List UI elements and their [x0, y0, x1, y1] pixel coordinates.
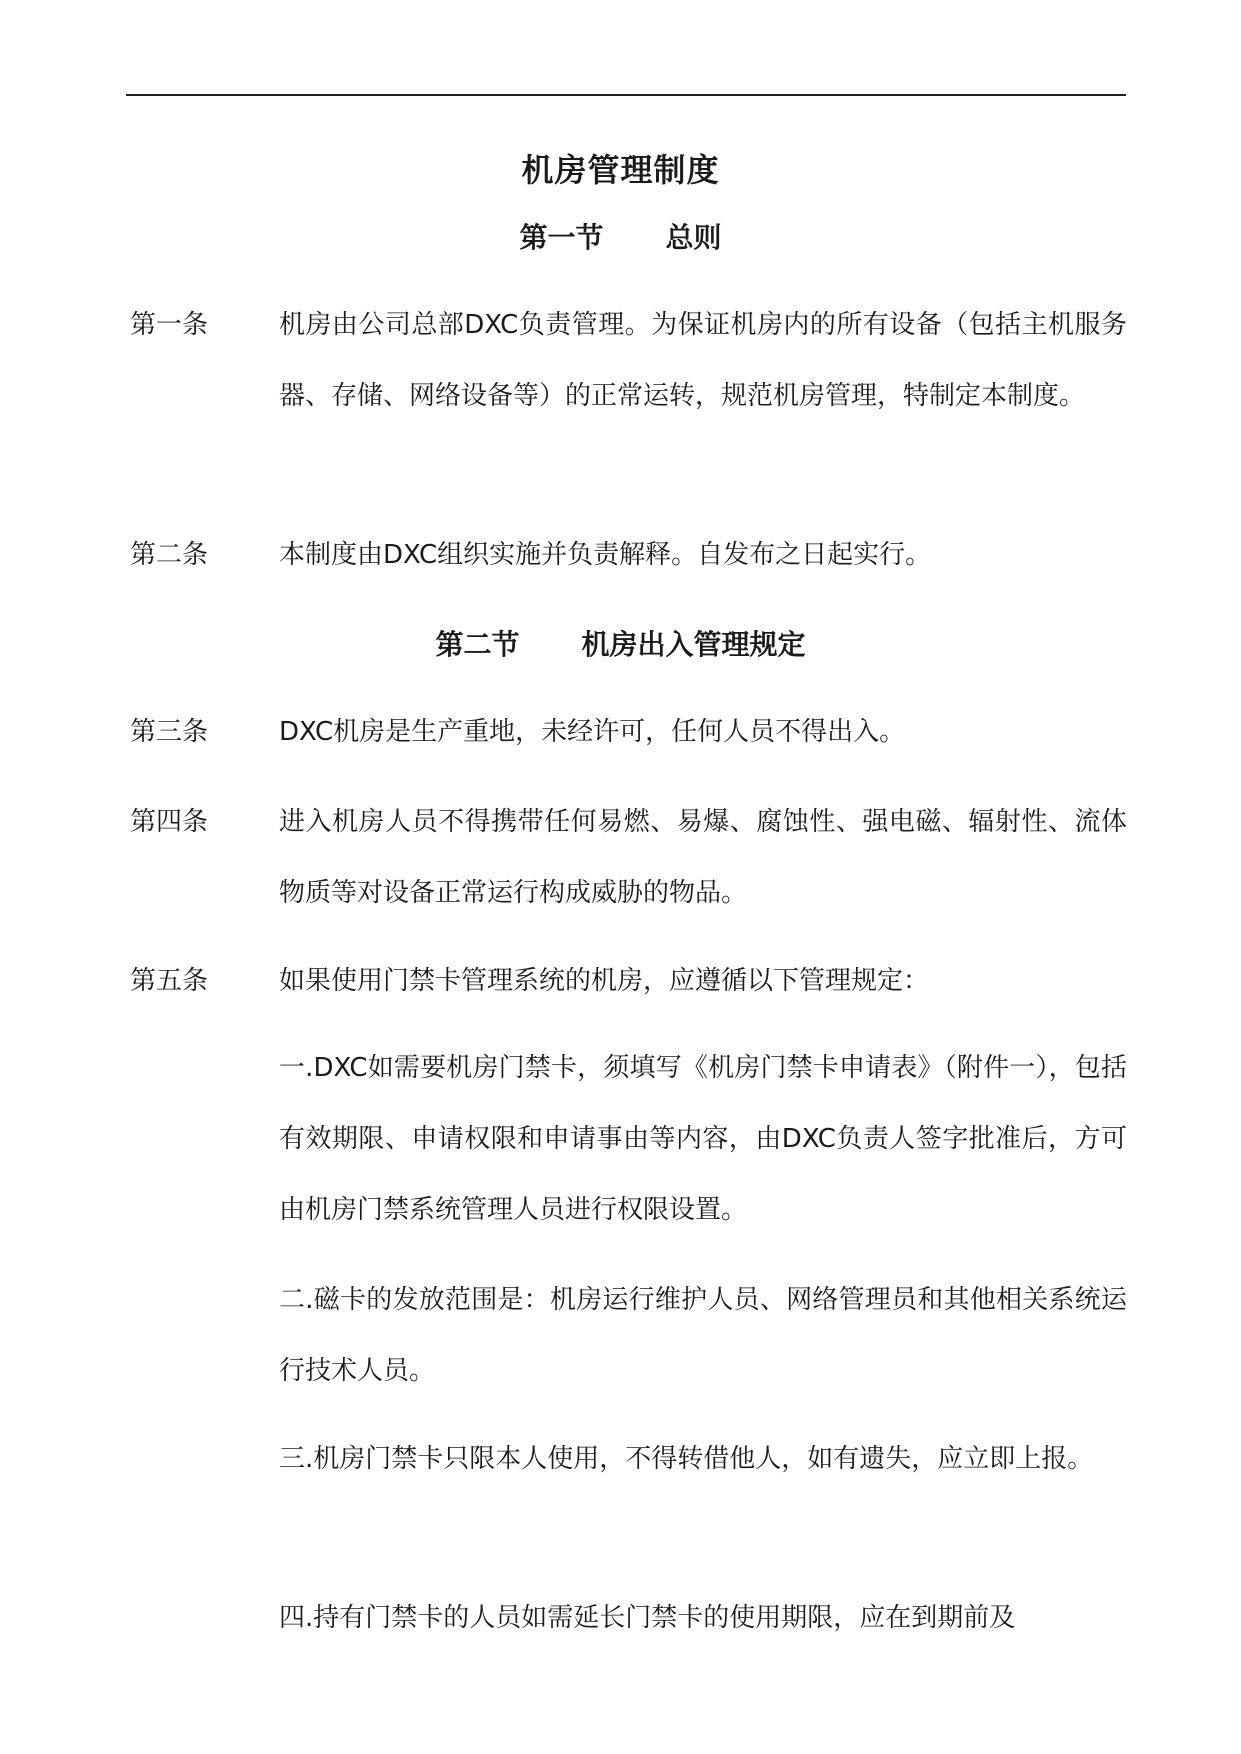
article-label-5: 第五条 [130, 966, 209, 996]
article5-item-2: 二.磁卡的发放范围是：机房运行维护人员、网络管理员和其他相关系统运行技术人员。 [279, 1285, 1127, 1386]
section-name: 总则 [665, 221, 722, 254]
article-label-2: 第二条 [130, 540, 209, 570]
article-text-5: 如果使用门禁卡管理系统的机房，应遵循以下管理规定： [279, 966, 930, 996]
article-text-3: DXC机房是生产重地，未经许可，任何人员不得出入。 [279, 717, 906, 747]
article-text-4: 进入机房人员不得携带任何易燃、易爆、腐蚀性、强电磁、辐射性、流体物质等对设备正常运行构成威胁的物品。 [279, 807, 1127, 908]
article5-item-4: 四.持有门禁卡的人员如需延长门禁卡的使用期限，应在到期前及 [279, 1603, 1016, 1633]
article-label-1: 第一条 [130, 310, 209, 340]
article5-item-1: 一.DXC如需要机房门禁卡，须填写《机房门禁卡申请表》（附件一），包括有效期限、申请权限和申请事由等内容，由DXC负责人签字批准后，方可由机房门禁系统管理人员进行权限设置。 [279, 1053, 1127, 1225]
section-heading-1 [0, 220, 1241, 256]
article-text-1: 机房由公司总部DXC负责管理。为保证机房内的所有设备（包括主机服务器、存储、网络设备等）的正常运转，规范机房管理，特制定本制度。 [279, 310, 1127, 411]
section-number: 第二节 [435, 628, 520, 661]
header-rule [126, 94, 1126, 96]
section-heading-2 [0, 627, 1241, 663]
article-label-3: 第三条 [130, 717, 209, 747]
article-label-4: 第四条 [130, 807, 209, 837]
document-title: 机房管理制度 [521, 151, 720, 189]
article-text-2: 本制度由DXC组织实施并负责解释。自发布之日起实行。 [279, 540, 932, 570]
article5-item-3: 三.机房门禁卡只限本人使用，不得转借他人，如有遗失，应立即上报。 [279, 1444, 1094, 1474]
section-name: 机房出入管理规定 [581, 628, 806, 661]
section-number: 第一节 [519, 221, 604, 254]
